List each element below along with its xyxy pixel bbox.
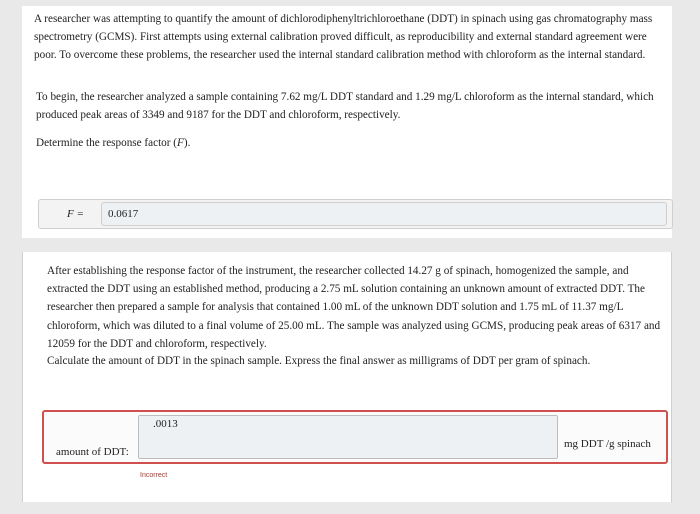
intro-text: A researcher was attempting to quantify the amount of dichlorodiphenyltrichloroethane (DDT) in spinach using gas chromatography mass spectrometry (GCMS). First attempts using external calibration proved difficult, as reproducibility and external standard agreement were poor. To overcome these problems, the researcher used the internal standard calibration method with chloroform as the internal standard. (34, 13, 653, 62)
ddt-amount-label: amount of DDT: (56, 446, 129, 458)
question-text-1: Determine the response factor (F). (36, 137, 191, 149)
question-panel-2 (22, 252, 672, 502)
response-factor-answer-box (38, 199, 673, 229)
ddt-amount-input[interactable]: .0013 (138, 415, 558, 459)
question-text-2: Calculate the amount of DDT in the spinach sample. Express the final answer as milligrams of DDT per gram of spinach. (47, 355, 591, 367)
response-factor-label: F = (67, 208, 84, 220)
ddt-amount-answer-box (42, 410, 668, 464)
setup-text-2: After establishing the response factor of the instrument, the researcher collected 14.27 g of spinach, homogenized the sample, and extracted the DDT using an established method, producing a 2.75 mL solution containing an unknown amount of extracted DDT. The researcher then prepared a sample for analysis that contained 1.00 mL of the unknown DDT solution and 1.75 mL of 11.37 mg/L chloroform, which was diluted to a final volume of 25.00 mL. The sample was analyzed using GCMS, producing peak areas of 6317 and 12059 for the DDT and chloroform, respectively. (47, 265, 661, 350)
setup-text-1: To begin, the researcher analyzed a sample containing 7.62 mg/L DDT standard and 1.29 mg/L chloroform as the internal standard, which produced peak areas of 3349 and 9187 for the DDT and chloroform, respectively. (36, 91, 654, 122)
ddt-amount-unit: mg DDT /g spinach (564, 438, 651, 450)
question-panel-1 (22, 6, 672, 238)
incorrect-feedback: Incorrect (140, 472, 168, 479)
response-factor-input[interactable]: 0.0617 (101, 202, 667, 226)
